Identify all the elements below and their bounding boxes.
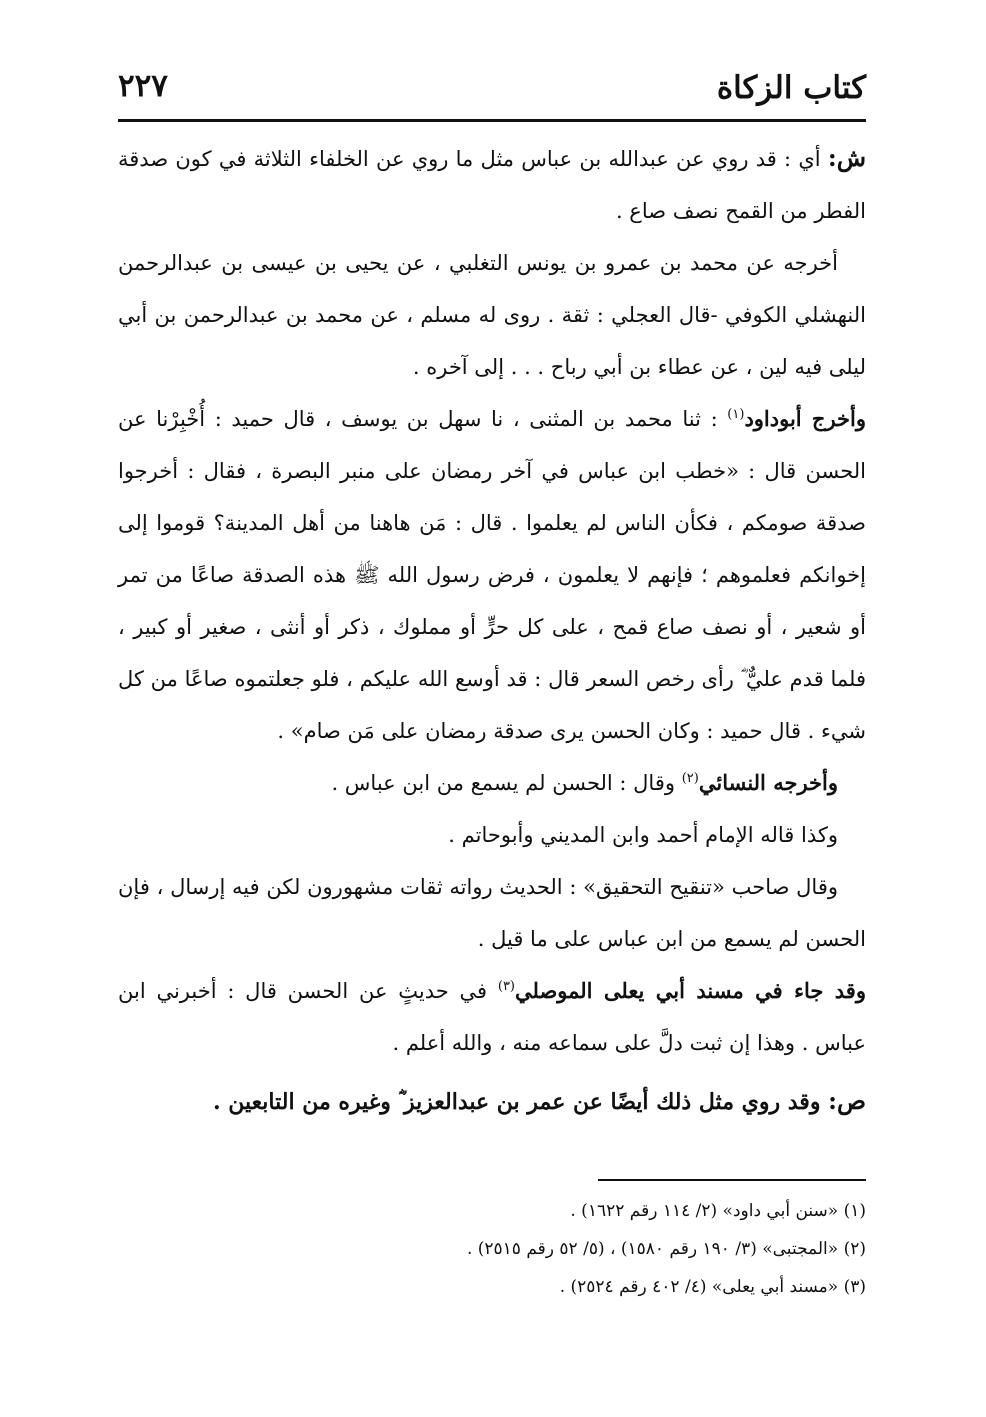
page-number: ٢٢٧ bbox=[118, 68, 168, 104]
paragraph-5-text: وكذا قاله الإمام أحمد وابن المديني وأبوحاتم . bbox=[448, 823, 838, 847]
matn-marker: ص: bbox=[828, 1086, 866, 1115]
paragraph-6-text: وقال صاحب «تنقيح التحقيق» : الحديث رواته ثقات مشهورون لكن فيه إرسال ، فإن الحسن لم يسمع من ابن عباس على ما قيل . bbox=[118, 875, 866, 951]
footnote-3: (٣) «مسند أبي يعلى» (٤/ ٤٠٢ رقم ٢٥٢٤) . bbox=[559, 1277, 866, 1297]
paragraph-1-text: أي : قد روي عن عبدالله بن عباس مثل ما روي عن الخلفاء الثلاثة في كون صدقة الفطر من القمح نصف صاع . bbox=[118, 147, 866, 223]
paragraph-8-text: وقد روي مثل ذلك أيضًا عن عمر بن عبدالعزيز ؓ وغيره من التابعين . bbox=[212, 1089, 821, 1115]
footnote-ref-1: (١) bbox=[727, 407, 745, 422]
paragraph-7 bbox=[118, 965, 866, 1069]
footnote-divider bbox=[598, 1179, 866, 1181]
paragraph-8 bbox=[118, 1075, 866, 1128]
footnote-2: (٢) «المجتبى» (٣/ ١٩٠ رقم ١٥٨٠) ، (٥/ ٥٢ رقم ٢٥١٥) . bbox=[466, 1239, 866, 1259]
footnote-1: (١) «سنن أبي داود» (٢/ ١١٤ رقم ١٦٢٢) . bbox=[570, 1201, 866, 1221]
paragraph-7-lead: وقد جاء في مسند أبي يعلى الموصلي bbox=[515, 978, 866, 1003]
running-title: كتاب الزكاة bbox=[716, 70, 866, 106]
paragraph-2-text: أخرجه عن محمد بن عمرو بن يونس التغلبي ، عن يحيى بن عيسى بن عبدالرحمن النهشلي الكوفي -قال العجلي : ثقة . روى له مسلم ، عن محمد بن عبدالرحمن بن أبي ليلى فيه لين ، عن عطاء بن أبي رباح . . . إلى آخره . bbox=[118, 251, 866, 379]
paragraph-2 bbox=[118, 237, 866, 393]
page-body bbox=[118, 132, 866, 1128]
footnotes bbox=[118, 1192, 866, 1306]
page-header bbox=[118, 62, 866, 112]
paragraph-3-text: : ثنا محمد بن المثنى ، نا سهل بن يوسف ، قال حميد : أُخْبِرْنا عن الحسن قال : «خطب ابن عباس في آخر رمضان على منبر البصرة ، فقال : أخرجوا صدقة صومكم ، فكأن الناس لم يعلموا . قال : مَن هاهنا من أهل المدينة؟ قوموا إلى إخوانكم فعلموهم ؛ فإنهم لا يعلمون ، فرض رسول الله ﷺ هذه الصدقة صاعًا من تمر أو شعير ، أو نصف صاع قمح ، على كل حرٍّ أو مملوك ، ذكر أو أنثى ، صغير أو كبير ، فلما قدم عليٌّ ؓ رأى رخص السعر قال : قد أوسع الله عليكم ، فلو جعلتموه صاعًا من كل شيء . قال حميد : وكان الحسن يرى صدقة رمضان على مَن صام» . bbox=[118, 407, 866, 743]
paragraph-4-text: وقال : الحسن لم يسمع من ابن عباس . bbox=[331, 771, 676, 795]
header-divider bbox=[118, 119, 866, 122]
paragraph-3-lead: وأخرج أبوداود bbox=[744, 406, 866, 431]
paragraph-4 bbox=[118, 757, 866, 809]
sharh-marker: ش: bbox=[827, 143, 866, 172]
paragraph-5 bbox=[118, 809, 866, 861]
footnote-ref-2: (٢) bbox=[681, 771, 699, 786]
paragraph-3 bbox=[118, 393, 866, 757]
paragraph-1 bbox=[118, 132, 866, 237]
footnote-ref-3: (٣) bbox=[497, 979, 515, 994]
paragraph-6 bbox=[118, 861, 866, 965]
paragraph-4-lead: وأخرجه النسائي bbox=[698, 770, 838, 795]
paragraph-7-text: في حديثٍ عن الحسن قال : أخبرني ابن عباس . وهذا إن ثبت دلَّ على سماعه منه ، والله أعلم . bbox=[118, 979, 866, 1055]
